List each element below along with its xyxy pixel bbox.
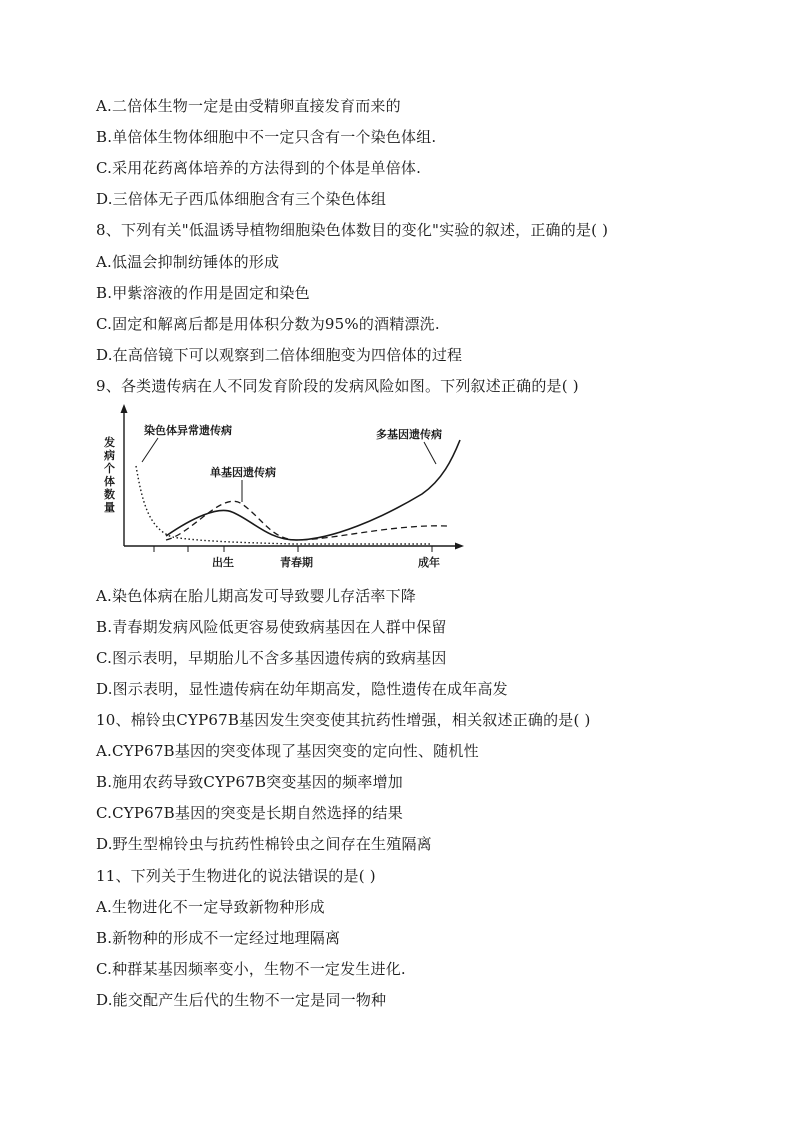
q7-option-c: C.采用花药离体培养的方法得到的个体是单倍体. <box>96 159 422 177</box>
q7-option-d: D.三倍体无子西瓜体细胞含有三个染色体组 <box>96 190 387 208</box>
leader-line <box>142 438 158 462</box>
genetic-disease-risk-figure <box>92 400 472 580</box>
y-label-char: 量 <box>104 501 115 514</box>
single-gene-curve <box>166 501 448 540</box>
q9-stem: 9、各类遗传病在人不同发育阶段的发病风险如图。下列叙述正确的是( ) <box>96 377 579 395</box>
x-label-adult: 成年 <box>418 556 440 569</box>
y-label-char: 体 <box>104 475 115 488</box>
leader-line <box>424 442 436 464</box>
q11-option-b: B.新物种的形成不一定经过地理隔离 <box>96 929 341 947</box>
y-label-char: 发 <box>104 436 115 449</box>
q9-option-c: C.图示表明，早期胎儿不含多基因遗传病的致病基因 <box>96 649 447 667</box>
q10-option-c: C.CYP67B基因的突变是长期自然选择的结果 <box>96 804 403 822</box>
q10-option-b: B.施用农药导致CYP67B突变基因的频率增加 <box>96 773 403 791</box>
q11-option-c: C.种群某基因频率变小，生物不一定发生进化. <box>96 960 406 978</box>
label-chromosome-abnormality: 染色体异常遗传病 <box>144 424 232 437</box>
q11-option-a: A.生物进化不一定导致新物种形成 <box>96 898 325 916</box>
q8-option-b: B.甲紫溶液的作用是固定和染色 <box>96 284 310 302</box>
q10-option-d: D.野生型棉铃虫与抗药性棉铃虫之间存在生殖隔离 <box>96 835 432 853</box>
q8-option-c: C.固定和解离后都是用体积分数为95%的酒精漂洗. <box>96 315 440 333</box>
q7-option-a: A.二倍体生物一定是由受精卵直接发育而来的 <box>96 97 401 115</box>
x-label-puberty: 青春期 <box>280 556 313 569</box>
q9-option-a: A.染色体病在胎儿期高发可导致婴儿存活率下降 <box>96 587 417 605</box>
q11-stem: 11、下列关于生物进化的说法错误的是( ) <box>96 867 376 885</box>
chromosome-abnormality-curve <box>136 466 432 544</box>
q8-option-a: A.低温会抑制纺锤体的形成 <box>96 253 280 271</box>
x-axis-arrow <box>455 543 464 550</box>
q9-option-d: D.图示表明，显性遗传病在幼年期高发，隐性遗传在成年高发 <box>96 680 508 698</box>
label-multi-gene: 多基因遗传病 <box>376 428 442 441</box>
y-label-char: 个 <box>104 462 115 475</box>
q7-option-b: B.单倍体生物体细胞中不一定只含有一个染色体组. <box>96 128 437 146</box>
label-single-gene: 单基因遗传病 <box>210 466 276 479</box>
q9-option-b: B.青春期发病风险低更容易使致病基因在人群中保留 <box>96 618 447 636</box>
y-label-char: 数 <box>104 488 115 501</box>
x-label-birth: 出生 <box>212 556 234 569</box>
y-axis-arrow <box>121 404 128 413</box>
q10-stem: 10、棉铃虫CYP67B基因发生突变使其抗药性增强，相关叙述正确的是( ) <box>96 711 591 729</box>
q10-option-a: A.CYP67B基因的突变体现了基因突变的定向性、随机性 <box>96 742 479 760</box>
q8-stem: 8、下列有关"低温诱导植物细胞染色体数目的变化"实验的叙述，正确的是( ) <box>96 221 609 239</box>
q8-option-d: D.在高倍镜下可以观察到二倍体细胞变为四倍体的过程 <box>96 346 463 364</box>
y-label-char: 病 <box>104 449 115 462</box>
multi-gene-curve <box>166 440 460 540</box>
q11-option-d: D.能交配产生后代的生物不一定是同一物种 <box>96 991 387 1009</box>
